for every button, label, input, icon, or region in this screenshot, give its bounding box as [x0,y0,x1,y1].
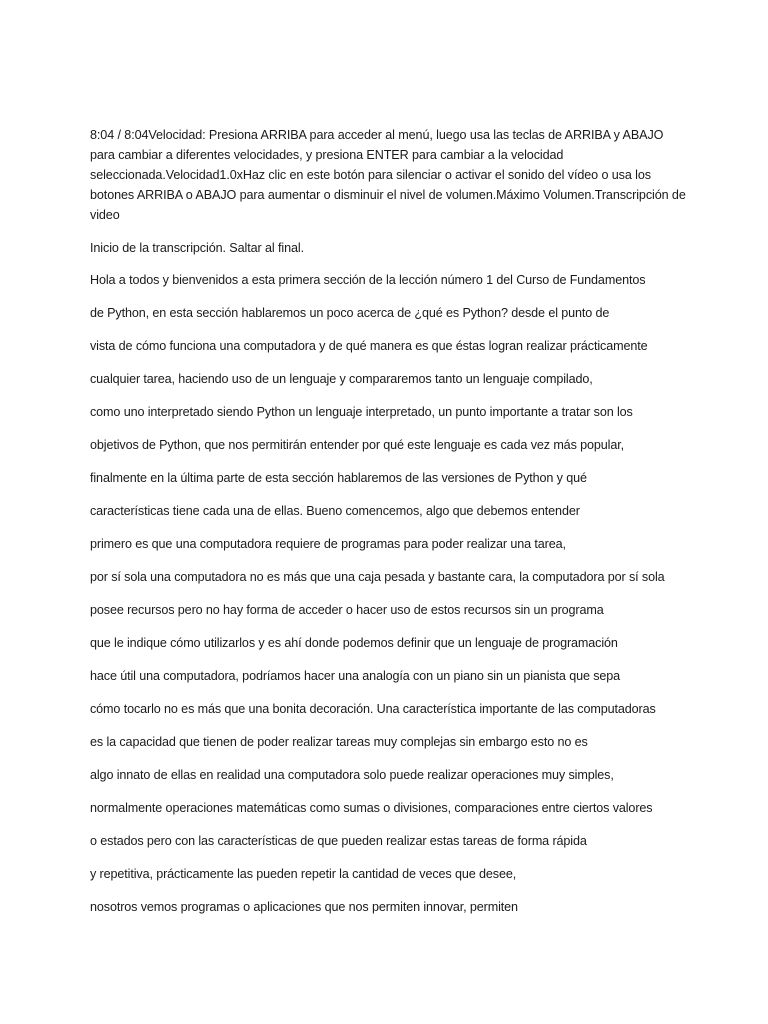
transcript-line: de Python, en esta sección hablaremos un poco acerca de ¿qué es Python? desde el punto de [90,306,610,320]
transcript-line: vista de cómo funciona una computadora y de qué manera es que éstas logran realizar prácticamente [90,339,648,353]
transcript-body [90,270,690,930]
document-page [90,125,690,930]
transcript-line: algo innato de ellas en realidad una computadora solo puede realizar operaciones muy simples, [90,768,614,782]
transcript-line: es la capacidad que tienen de poder realizar tareas muy complejas sin embargo esto no es [90,735,588,749]
transcript-line: primero es que una computadora requiere de programas para poder realizar una tarea, [90,537,566,551]
transcript-line: hace útil una computadora, podríamos hacer una analogía con un piano sin un pianista que sepa [90,669,621,683]
transcript-line: que le indique cómo utilizarlos y es ahí donde podemos definir que un lenguaje de programación [90,636,618,650]
transcript-line: por sí sola una computadora no es más que una caja pesada y bastante cara, la computadora por sí sola [90,570,665,584]
transcript-line: Hola a todos y bienvenidos a esta primera sección de la lección número 1 del Curso de Fundamentos [90,273,646,287]
transcript-line: objetivos de Python, que nos permitirán entender por qué este lenguaje es cada vez más popular, [90,438,624,452]
video-controls-text: 8:04 / 8:04Velocidad: Presiona ARRIBA para acceder al menú, luego usa las teclas de ARRIBA y ABAJO para cambiar a diferentes velocidades, y presiona ENTER para cambiar a la velocidad seleccionada.Velocidad1.0xHaz clic en este botón para silenciar o activar el sonido del vídeo o usa los botones ARRIBA o ABAJO para aumentar o disminuir el nivel de volumen.Máximo Volumen.Transcripción de video [90,128,686,222]
transcript-line: nosotros vemos programas o aplicaciones que nos permiten innovar, permiten [90,900,518,914]
transcript-line: características tiene cada una de ellas. Bueno comencemos, algo que debemos entender [90,504,580,518]
transcript-line: cualquier tarea, haciendo uso de un lenguaje y compararemos tanto un lenguaje compilado, [90,372,593,386]
transcript-line: cómo tocarlo no es más que una bonita decoración. Una característica importante de las computadoras [90,702,656,716]
transcript-line: y repetitiva, prácticamente las pueden repetir la cantidad de veces que desee, [90,867,517,881]
transcript-line: finalmente en la última parte de esta sección hablaremos de las versiones de Python y qué [90,471,587,485]
transcript-start-notice: Inicio de la transcripción. Saltar al final. [90,241,304,255]
transcript-line: como uno interpretado siendo Python un lenguaje interpretado, un punto importante a tratar son los [90,405,633,419]
transcript-line: o estados pero con las características de que pueden realizar estas tareas de forma rápida [90,834,587,848]
transcript-line: posee recursos pero no hay forma de acceder o hacer uso de estos recursos sin un programa [90,603,604,617]
transcript-line: normalmente operaciones matemáticas como sumas o divisiones, comparaciones entre ciertos valores [90,801,653,815]
